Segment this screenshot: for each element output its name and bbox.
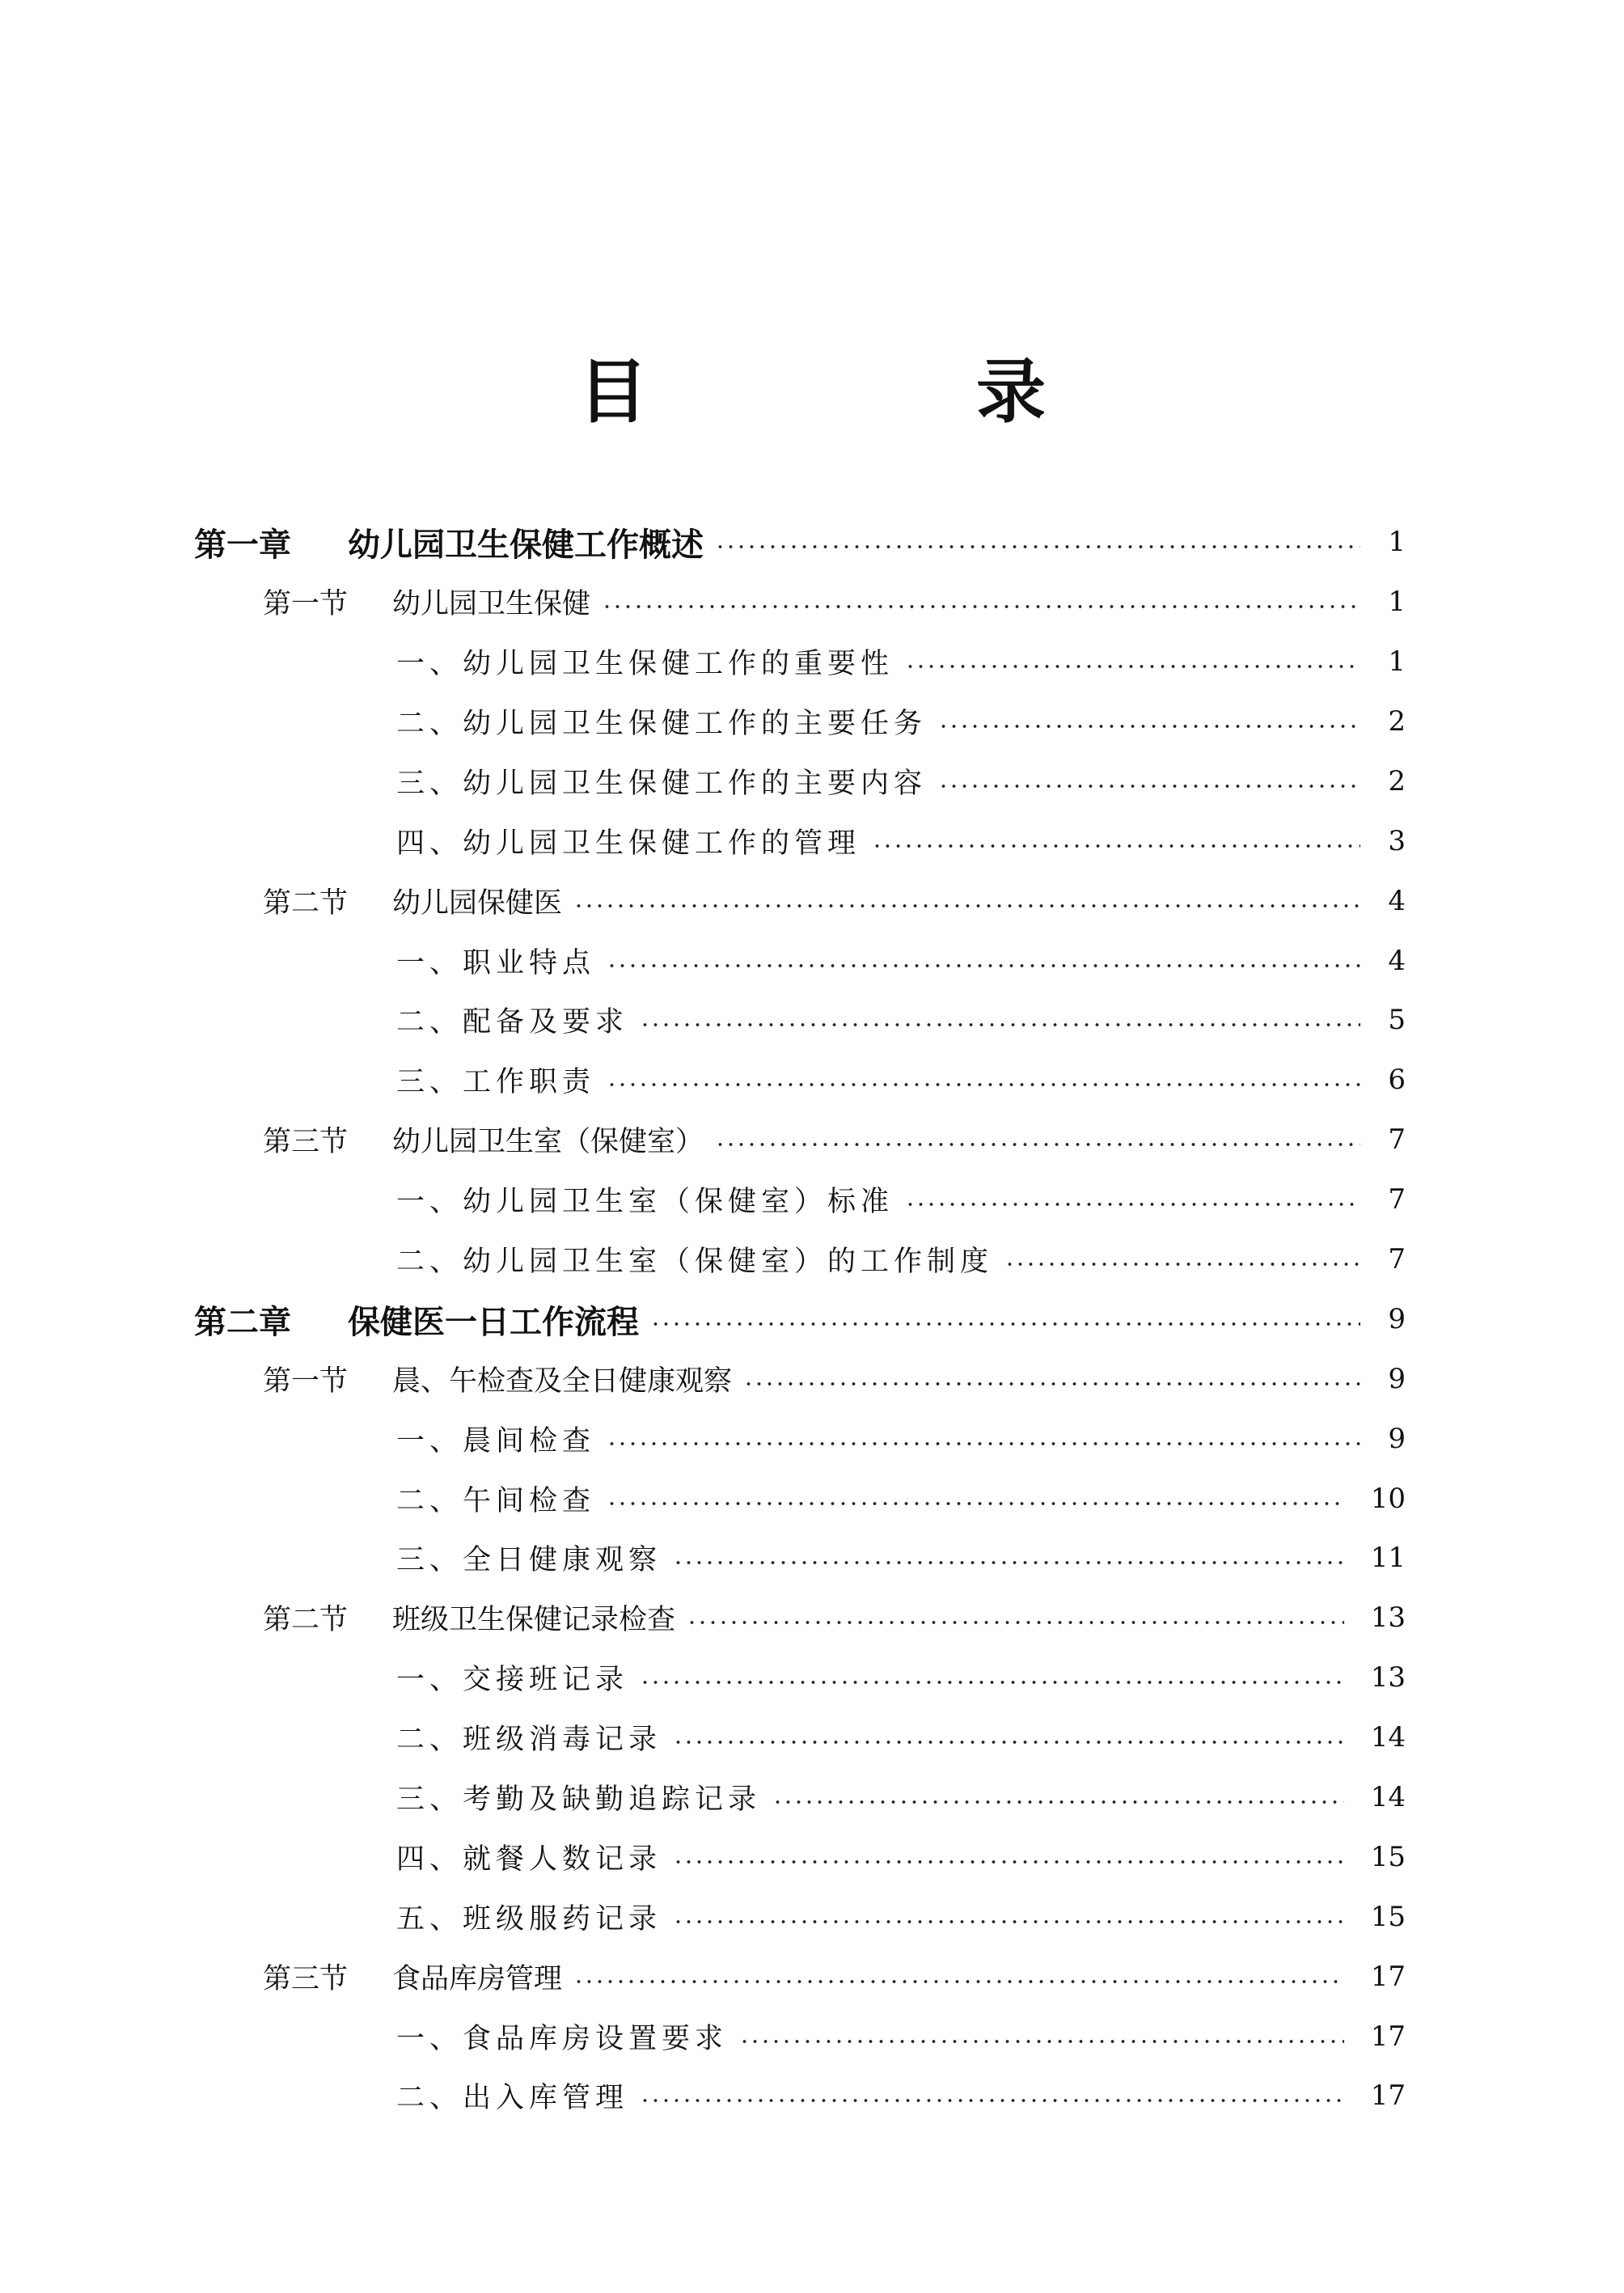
- section-number: 第二节: [263, 1604, 349, 1636]
- section-title: 班级卫生保健记录检查: [392, 1604, 676, 1636]
- toc-item-entry[interactable]: [396, 2008, 1406, 2065]
- item-title: 五、班级服药记录: [396, 1903, 662, 1936]
- page-number: 7: [1388, 1123, 1406, 1156]
- dot-leader: [1004, 1263, 1360, 1266]
- chapter-title: 保健医一日工作流程: [348, 1303, 639, 1341]
- dot-leader: [905, 1203, 1360, 1206]
- page-number: 4: [1388, 885, 1406, 917]
- dot-leader: [715, 545, 1360, 548]
- page-number: 17: [1370, 1961, 1406, 1993]
- toc-item-entry[interactable]: [396, 633, 1406, 690]
- item-title: 一、幼儿园卫生室（保健室）标准: [396, 1186, 894, 1218]
- page-number: 13: [1370, 1601, 1406, 1634]
- toc-item-entry[interactable]: [396, 992, 1406, 1048]
- page-number: 2: [1388, 705, 1406, 738]
- dot-leader: [573, 1980, 1344, 1983]
- item-title: 四、就餐人数记录: [396, 1843, 662, 1876]
- dot-leader: [650, 1322, 1360, 1326]
- dot-leader: [673, 1561, 1344, 1564]
- section-number: 第一节: [263, 588, 349, 620]
- dot-leader: [905, 665, 1360, 668]
- toc-item-entry[interactable]: [396, 2067, 1406, 2124]
- chapter-number: 第二章: [194, 1303, 291, 1341]
- page-number: 9: [1388, 1363, 1406, 1395]
- toc-section-entry[interactable]: [263, 573, 1406, 630]
- page-number: 3: [1388, 825, 1406, 857]
- section-title: 幼儿园卫生室（保健室）: [392, 1126, 704, 1158]
- dot-leader: [640, 1023, 1360, 1026]
- page-number: 11: [1370, 1542, 1406, 1574]
- toc-item-entry[interactable]: [396, 1051, 1406, 1108]
- toc-item-entry[interactable]: [396, 753, 1406, 810]
- dot-leader: [602, 605, 1360, 608]
- toc-item-entry[interactable]: [396, 693, 1406, 750]
- toc-section-entry[interactable]: [263, 1948, 1406, 2005]
- chapter-number: 第一章: [194, 526, 291, 564]
- chapter-title: 幼儿园卫生保健工作概述: [348, 526, 704, 564]
- dot-leader: [607, 1083, 1360, 1086]
- toc-item-entry[interactable]: [396, 1529, 1406, 1586]
- dot-leader: [743, 1382, 1360, 1386]
- dot-leader: [687, 1621, 1344, 1624]
- toc-item-entry[interactable]: [396, 1470, 1406, 1527]
- item-title: 二、出入库管理: [396, 2082, 629, 2114]
- toc-item-entry[interactable]: [396, 1231, 1406, 1288]
- toc-item-entry[interactable]: [396, 1889, 1406, 1945]
- page-number: 17: [1370, 2020, 1406, 2053]
- toc-chapter-entry[interactable]: [194, 1291, 1406, 1347]
- section-title: 幼儿园卫生保健: [392, 588, 591, 620]
- page-number: 14: [1370, 1721, 1406, 1754]
- toc-item-entry[interactable]: [396, 1709, 1406, 1766]
- item-title: 二、幼儿园卫生室（保健室）的工作制度: [396, 1246, 994, 1278]
- section-number: 第二节: [263, 887, 349, 920]
- dot-leader: [715, 1143, 1360, 1146]
- item-title: 三、全日健康观察: [396, 1544, 662, 1576]
- item-title: 三、工作职责: [396, 1066, 596, 1098]
- page-number: 2: [1388, 765, 1406, 797]
- toc-item-entry[interactable]: [396, 1171, 1406, 1228]
- toc-section-entry[interactable]: [263, 1351, 1406, 1407]
- dot-leader: [607, 964, 1360, 967]
- page-number: 15: [1370, 1901, 1406, 1933]
- section-number: 第一节: [263, 1365, 349, 1398]
- item-title: 二、班级消毒记录: [396, 1724, 662, 1756]
- page-number: 1: [1388, 645, 1406, 678]
- page-number: 7: [1388, 1243, 1406, 1276]
- page-number: 9: [1388, 1303, 1406, 1335]
- dot-leader: [673, 1920, 1344, 1923]
- page-number: 9: [1388, 1423, 1406, 1455]
- item-title: 一、晨间检查: [396, 1425, 596, 1457]
- dot-leader: [938, 725, 1360, 728]
- dot-leader: [772, 1800, 1344, 1804]
- section-number: 第三节: [263, 1126, 349, 1158]
- toc-section-entry[interactable]: [263, 1589, 1406, 1646]
- dot-leader: [938, 785, 1360, 788]
- page-number: 17: [1370, 2079, 1406, 2112]
- item-title: 一、职业特点: [396, 947, 596, 979]
- toc-chapter-entry[interactable]: [194, 514, 1406, 570]
- page-number: 14: [1370, 1781, 1406, 1813]
- page-number: 1: [1388, 526, 1406, 558]
- dot-leader: [640, 2099, 1344, 2102]
- page-number: 10: [1370, 1483, 1406, 1515]
- section-number: 第三节: [263, 1963, 349, 1995]
- item-title: 一、幼儿园卫生保健工作的重要性: [396, 648, 894, 680]
- toc-item-entry[interactable]: [396, 1769, 1406, 1826]
- item-title: 三、幼儿园卫生保健工作的主要内容: [396, 768, 928, 800]
- item-title: 二、幼儿园卫生保健工作的主要任务: [396, 708, 928, 740]
- item-title: 一、交接班记录: [396, 1664, 629, 1696]
- toc-item-entry[interactable]: [396, 1649, 1406, 1706]
- page-number: 5: [1388, 1004, 1406, 1036]
- toc-item-entry[interactable]: [396, 1829, 1406, 1885]
- item-title: 一、食品库房设置要求: [396, 2023, 729, 2055]
- dot-leader: [573, 904, 1360, 907]
- toc-item-entry[interactable]: [396, 933, 1406, 989]
- section-title: 晨、午检查及全日健康观察: [392, 1365, 733, 1398]
- dot-leader: [607, 1442, 1360, 1445]
- page-title: 目 录: [578, 352, 1175, 433]
- dot-leader: [607, 1502, 1344, 1505]
- item-title: 二、配备及要求: [396, 1006, 629, 1039]
- dot-leader: [673, 1741, 1344, 1744]
- section-title: 幼儿园保健医: [392, 887, 563, 920]
- page-number: 4: [1388, 945, 1406, 977]
- toc-section-entry[interactable]: [263, 873, 1406, 929]
- toc-item-entry[interactable]: [396, 813, 1406, 869]
- item-title: 四、幼儿园卫生保健工作的管理: [396, 827, 861, 860]
- toc-section-entry[interactable]: [263, 1111, 1406, 1168]
- item-title: 二、午间检查: [396, 1485, 596, 1517]
- dot-leader: [673, 1860, 1344, 1864]
- page-number: 13: [1370, 1661, 1406, 1694]
- dot-leader: [739, 2040, 1344, 2043]
- toc-item-entry[interactable]: [396, 1411, 1406, 1467]
- section-title: 食品库房管理: [392, 1963, 563, 1995]
- page-number: 6: [1388, 1064, 1406, 1096]
- page-number: 15: [1370, 1841, 1406, 1873]
- page-number: 1: [1388, 586, 1406, 618]
- page-number: 7: [1388, 1183, 1406, 1216]
- dot-leader: [640, 1681, 1344, 1684]
- item-title: 三、考勤及缺勤追踪记录: [396, 1783, 762, 1816]
- dot-leader: [872, 844, 1360, 848]
